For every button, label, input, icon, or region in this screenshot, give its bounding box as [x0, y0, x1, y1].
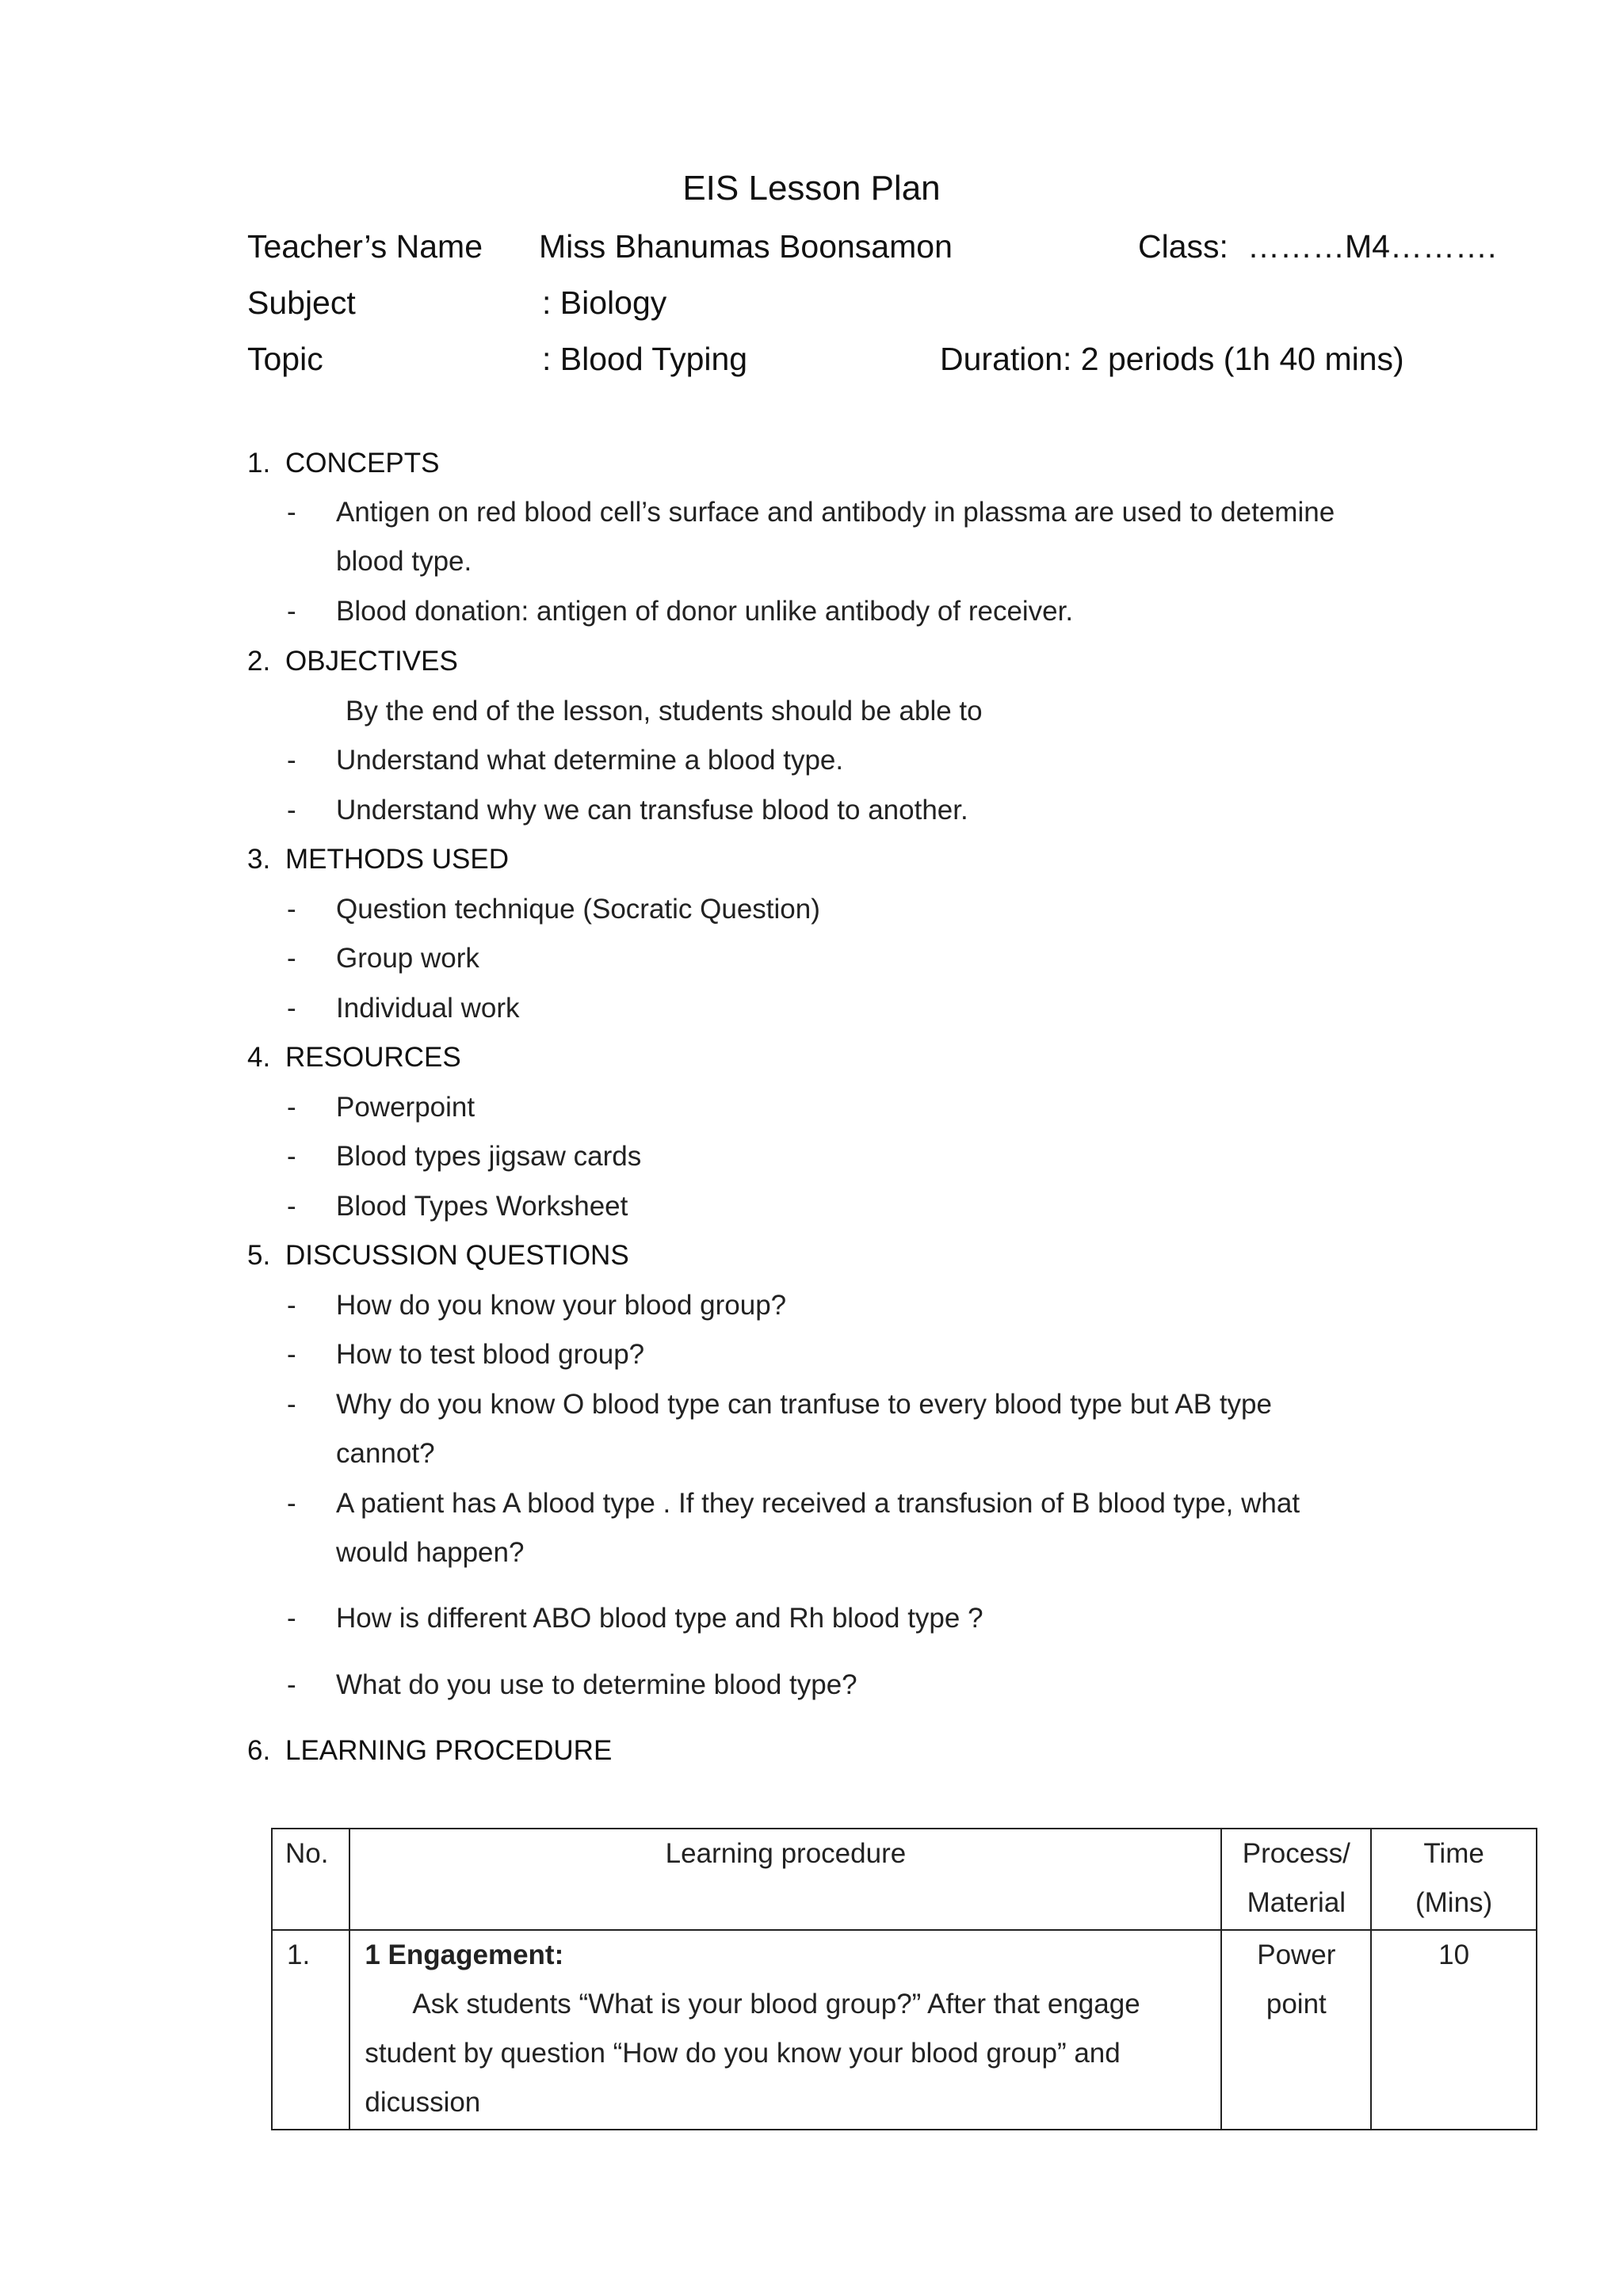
bullet-dash: - [287, 894, 296, 925]
list-item-text: Group work [336, 943, 479, 974]
header-process-line2: Material [1247, 1887, 1346, 1918]
header-process-material [1221, 1829, 1371, 1930]
list-item-text: Blood types jigsaw cards [336, 1141, 642, 1172]
row-material-line2: point [1266, 1989, 1327, 2019]
list-item-continuation: cannot? [336, 1438, 435, 1469]
section-number: 6. [247, 1735, 271, 1766]
bullet-dash: - [287, 1092, 296, 1123]
table-header-row [272, 1829, 1537, 1930]
section-title: RESOURCES [285, 1042, 461, 1073]
section-number: 3. [247, 844, 271, 875]
row-learning-procedure [349, 1930, 1221, 2130]
row-material [1221, 1930, 1371, 2130]
row-body: Ask students “What is your blood group?” After that engage student by question “How do you know your blood group” and dicussion [365, 1989, 1140, 2118]
list-item-text: Blood donation: antigen of donor unlike antibody of receiver. [336, 596, 1074, 627]
row-time: 10 [1371, 1930, 1537, 2130]
header-learning-procedure: Learning procedure [349, 1829, 1221, 1930]
bullet-dash: - [287, 1141, 296, 1172]
section-objectives-heading [247, 642, 458, 681]
section-title: DISCUSSION QUESTIONS [285, 1240, 629, 1271]
list-item-continuation: would happen? [336, 1537, 525, 1568]
section-title: CONCEPTS [285, 448, 440, 479]
section-resources-heading [247, 1038, 461, 1077]
class-value: ………M4………. [1247, 228, 1497, 265]
section-title: METHODS USED [285, 844, 509, 875]
header-time-line1: Time [1423, 1838, 1484, 1869]
bullet-dash: - [287, 795, 296, 826]
header-no: No. [272, 1829, 349, 1930]
bullet-dash: - [287, 1389, 296, 1420]
bullet-dash: - [287, 497, 296, 528]
section-procedure-heading [247, 1731, 612, 1771]
row-number: 1. [272, 1930, 349, 2130]
bullet-dash: - [287, 745, 296, 776]
list-item-text: How do you know your blood group? [336, 1290, 787, 1321]
bullet-dash: - [287, 943, 296, 974]
list-item-text: Powerpoint [336, 1092, 475, 1123]
list-item-text: How is different ABO blood type and Rh blood type ? [336, 1603, 983, 1634]
list-item-text: Blood Types Worksheet [336, 1191, 628, 1222]
table-row [272, 1930, 1537, 2130]
bullet-dash: - [287, 596, 296, 627]
bullet-dash: - [287, 1191, 296, 1222]
list-item-continuation: blood type. [336, 546, 472, 577]
section-methods-heading [247, 840, 509, 879]
learning-procedure-table [271, 1828, 1537, 2130]
section-number: 4. [247, 1042, 271, 1073]
section-number: 2. [247, 646, 271, 677]
list-item-text: A patient has A blood type . If they received a transfusion of B blood type, what [336, 1488, 1300, 1519]
section-title: LEARNING PROCEDURE [285, 1735, 613, 1766]
row-material-line1: Power [1257, 1939, 1336, 1970]
header-time-line2: (Mins) [1415, 1887, 1493, 1918]
row-heading: 1 Engagement: [365, 1939, 564, 1970]
list-item-text: What do you use to determine blood type? [336, 1669, 857, 1700]
teacher-label: Teacher’s Name [247, 228, 483, 265]
document-title: EIS Lesson Plan [682, 169, 941, 208]
list-item-text: Antigen on red blood cell’s surface and antibody in plassma are used to detemine [336, 497, 1335, 528]
bullet-dash: - [287, 1339, 296, 1370]
bullet-dash: - [287, 993, 296, 1024]
class-label: Class: [1138, 228, 1228, 265]
subject-value: : Biology [542, 284, 667, 321]
section-title: OBJECTIVES [285, 646, 458, 677]
bullet-dash: - [287, 1603, 296, 1634]
bullet-dash: - [287, 1669, 296, 1700]
list-item-text: Question technique (Socratic Question) [336, 894, 820, 925]
duration: Duration: 2 periods (1h 40 mins) [940, 341, 1404, 377]
topic-label: Topic [247, 341, 323, 377]
section-number: 1. [247, 448, 271, 479]
topic-value: : Blood Typing [542, 341, 748, 377]
subject-label: Subject [247, 284, 356, 321]
list-item-text: Individual work [336, 993, 520, 1024]
bullet-dash: - [287, 1488, 296, 1519]
section-concepts-heading [247, 444, 439, 483]
objectives-intro: By the end of the lesson, students should be able to [346, 696, 983, 727]
header-process-line1: Process/ [1242, 1838, 1350, 1869]
section-number: 5. [247, 1240, 271, 1271]
teacher-value: Miss Bhanumas Boonsamon [539, 228, 953, 265]
list-item-text: Understand why we can transfuse blood to another. [336, 795, 968, 826]
list-item-text: Why do you know O blood type can tranfuse to every blood type but AB type [336, 1389, 1272, 1420]
bullet-dash: - [287, 1290, 296, 1321]
list-item-text: Understand what determine a blood type. [336, 745, 844, 776]
section-discussion-heading [247, 1236, 629, 1276]
list-item-text: How to test blood group? [336, 1339, 645, 1370]
header-time [1371, 1829, 1537, 1930]
